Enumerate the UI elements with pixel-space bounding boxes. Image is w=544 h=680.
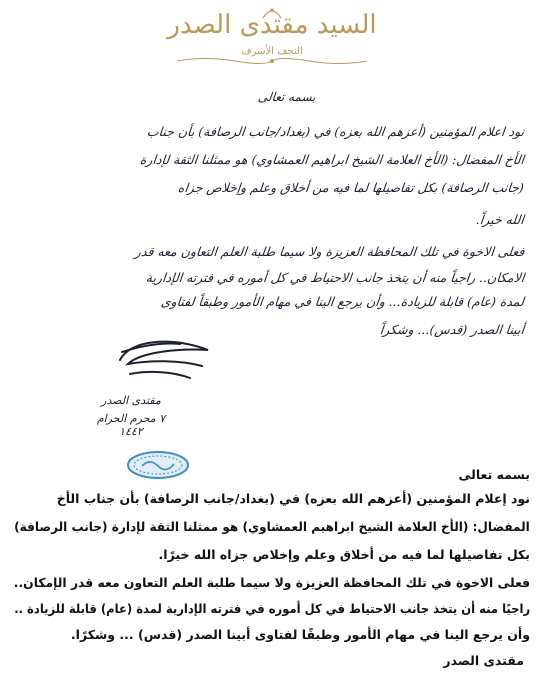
transcript-line: وأن يرجع الينا في مهام الأمور وطبقًا لفتاوى أبينا الصدر (قدس) ... وشكرًا. [70, 627, 530, 642]
handwritten-letter [0, 72, 544, 472]
transcript-basmala: بسمه تعالى [458, 467, 530, 482]
transcript-line: راجيًا منه أن يتخذ جانب الاحتياط في كل أموره في فترته الإدارية لمدة (عام) قابلة للزيادة .. [14, 601, 530, 616]
transcript-line: فعلى الاخوة في تلك المحافظة العزيزة ولا سيما طلبة العلم التعاون معه قدر الإمكان.. [13, 575, 530, 590]
handwritten-line: نود اعلام المؤمنين (أعزهم الله بعزه) في (بغداد/جانب الرصافة) بأن جناب [145, 124, 525, 139]
typed-transcript [0, 463, 544, 680]
letterhead [0, 0, 544, 68]
handwritten-line: الأخ المفضال: (الأخ العلامة الشيخ ابراهيم العمشاوي) هو ممثلنا الثقة لإدارة [139, 152, 525, 167]
handwritten-line: الله خيراً. [475, 212, 525, 227]
flourish-divider-icon [175, 56, 369, 66]
transcript-line: نود إعلام المؤمنين (أعزهم الله بعزه) في (بغداد/جانب الرصافة) بأن جناب الأخ [56, 491, 530, 506]
handwritten-line: الامكان.. راجياً منه أن يتخذ جانب الاحتياط في كل أموره في فترته الإدارية [144, 270, 525, 285]
handwritten-line: أبينا الصدر (قدس)... وشكراً [379, 322, 525, 337]
transcript-line: المفضال: (الأخ العلامة الشيخ ابراهيم العمشاوي) هو ممثلنا الثقة لإدارة (جانب الرصافة) [14, 519, 530, 534]
transcript-line: بكل تفاصيلها لما فيه من أخلاق وعلم وإخلاص جزاه الله خيرًا. [158, 547, 530, 562]
signature-name: مقتدى الصدر [101, 394, 161, 407]
handwritten-basmala: بسمه تعالى [257, 90, 317, 104]
handwritten-line: لمدة (عام) قابلة للزيادة... وأن يرجع الينا في مهام الأمور وطبقاً لفتاوى [160, 294, 525, 309]
handwritten-line: فعلى الاخوة في تلك المحافظة العزيزة ولا سيما طلبة العلم التعاون معه قدر [133, 244, 525, 259]
transcript-signature: مقتدى الصدر [443, 653, 524, 668]
signature-date: ٧ محرم الحرام ١٤٤٢ [96, 412, 166, 438]
letterhead-subtitle: النجف الأشرف [241, 46, 303, 57]
letterhead-title: السيد مقتدى الصدر [167, 10, 377, 40]
signature-scribble [110, 330, 220, 400]
handwritten-line: (جانب الرصافة) بكل تفاصيلها لما فيه من أخلاق وعلم وإخلاص جزاه [177, 180, 525, 195]
